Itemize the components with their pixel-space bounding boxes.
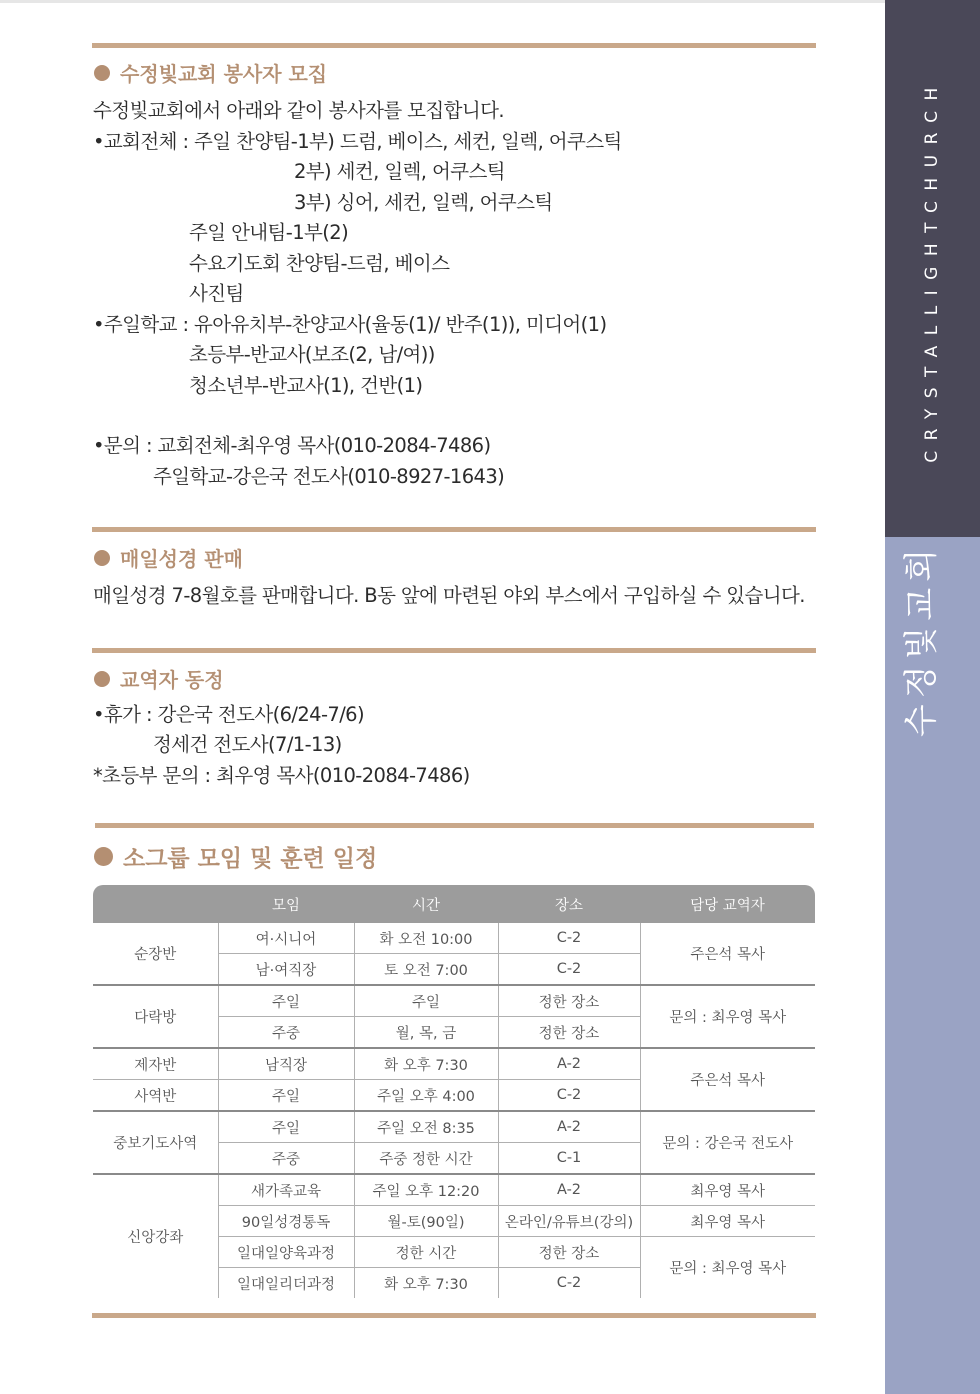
table-cell: 정한 장소 — [498, 1237, 640, 1268]
table-cell: 주일 — [218, 985, 354, 1017]
staff-cell: 문의 : 최우영 목사 — [640, 1237, 815, 1299]
table-cell: 월, 목, 금 — [354, 1017, 498, 1049]
header-cell: 모임 — [218, 885, 354, 923]
table-cell: 일대일리더과정 — [218, 1268, 354, 1299]
section-rule — [92, 527, 816, 532]
staff-line: *초등부 문의 : 최우영 목사(010-2084-7486) — [93, 764, 470, 787]
table-row — [93, 1048, 815, 1080]
table-cell: 주중 — [218, 1143, 354, 1175]
staff-cell: 최우영 목사 — [640, 1174, 815, 1206]
table-cell: A-2 — [498, 1111, 640, 1143]
section-rule — [95, 823, 814, 828]
bottom-rule — [92, 1313, 816, 1318]
header-cell — [93, 885, 218, 923]
table-cell: C-2 — [498, 954, 640, 986]
table-row — [93, 1174, 815, 1206]
table-cell: 화 오전 10:00 — [354, 923, 498, 954]
staff-cell: 문의 : 강은국 전도사 — [640, 1111, 815, 1174]
volunteer-line: •주일학교 : 유아유치부-찬양교사(율동(1)/ 반주(1)), 미디어(1) — [93, 313, 607, 336]
brand-english-text: CRYSTALLIGHTCHURCH — [922, 77, 942, 463]
bullet-dot-icon — [94, 671, 110, 687]
volunteer-line: 주일학교-강은국 전도사(010-8927-1643) — [153, 465, 505, 488]
group-cell: 중보기도사역 — [93, 1111, 218, 1174]
header-cell: 장소 — [498, 885, 640, 923]
table-cell: 남·여직장 — [218, 954, 354, 986]
table-cell: 주중 — [218, 1017, 354, 1049]
staff-section-title: 교역자 동정 — [94, 664, 224, 693]
volunteer-line: 주일 안내팀-1부(2) — [189, 221, 349, 244]
table-cell: C-2 — [498, 1080, 640, 1112]
schedule-table — [93, 885, 815, 1298]
table-cell: 정한 장소 — [498, 985, 640, 1017]
header-cell: 담당 교역자 — [640, 885, 815, 923]
table-row — [93, 985, 815, 1017]
brand-korean-text: 수정빛교회 — [901, 542, 942, 738]
table-cell: 남직장 — [218, 1048, 354, 1080]
schedule-section-title: 소그룹 모임 및 훈련 일정 — [94, 840, 377, 873]
table-cell: C-1 — [498, 1143, 640, 1175]
table-cell: 여·시니어 — [218, 923, 354, 954]
table-cell: C-2 — [498, 923, 640, 954]
table-cell: C-2 — [498, 1268, 640, 1299]
staff-cell: 주은석 목사 — [640, 1048, 815, 1111]
table-cell: A-2 — [498, 1174, 640, 1206]
table-cell: 일대일양육과정 — [218, 1237, 354, 1268]
table-cell: 주일 — [218, 1111, 354, 1143]
table-cell: 주일 — [218, 1080, 354, 1112]
section-rule — [92, 648, 816, 653]
bible-text: 매일성경 7-8월호를 판매합니다. B동 앞에 마련된 야외 부스에서 구입하실 수 있습니다. — [93, 584, 805, 607]
table-cell: 주일 오후 12:20 — [354, 1174, 498, 1206]
top-divider — [0, 0, 885, 3]
volunteer-section-title: 수정빛교회 봉사자 모집 — [94, 58, 327, 87]
staff-cell: 주은석 목사 — [640, 923, 815, 985]
table-cell: 주일 오후 4:00 — [354, 1080, 498, 1112]
volunteer-line: •문의 : 교회전체-최우영 목사(010-2084-7486) — [93, 434, 491, 457]
header-cell: 시간 — [354, 885, 498, 923]
table-cell: 정한 시간 — [354, 1237, 498, 1268]
section-rule — [92, 43, 816, 48]
table-cell: 주일 — [354, 985, 498, 1017]
volunteer-line: •교회전체 : 주일 찬양팀-1부) 드럼, 베이스, 세컨, 일렉, 어쿠스틱 — [93, 130, 622, 153]
volunteer-line: 3부) 싱어, 세컨, 일렉, 어쿠스틱 — [294, 191, 553, 214]
bible-section-title: 매일성경 판매 — [94, 543, 243, 572]
table-row — [93, 1111, 815, 1143]
staff-cell: 최우영 목사 — [640, 1206, 815, 1237]
volunteer-line: 초등부-반교사(보조(2, 남/여)) — [189, 343, 435, 366]
table-cell: 토 오전 7:00 — [354, 954, 498, 986]
group-cell: 제자반 — [93, 1048, 218, 1080]
table-cell: 온라인/유튜브(강의) — [498, 1206, 640, 1237]
volunteer-line: 수요기도회 찬양팀-드럼, 베이스 — [189, 252, 450, 275]
group-cell: 다락방 — [93, 985, 218, 1048]
staff-line: •휴가 : 강은국 전도사(6/24-7/6) — [93, 703, 364, 726]
staff-line: 정세건 전도사(7/1-13) — [153, 733, 342, 756]
table-cell: 주중 정한 시간 — [354, 1143, 498, 1175]
table-cell: 화 오후 7:30 — [354, 1048, 498, 1080]
group-cell: 신앙강좌 — [93, 1174, 218, 1298]
table-cell: 월-토(90일) — [354, 1206, 498, 1237]
table-cell: 주일 오전 8:35 — [354, 1111, 498, 1143]
staff-cell: 문의 : 최우영 목사 — [640, 985, 815, 1048]
table-header-row — [93, 885, 815, 923]
group-cell: 사역반 — [93, 1080, 218, 1112]
table-cell: 새가족교육 — [218, 1174, 354, 1206]
table-cell: A-2 — [498, 1048, 640, 1080]
table-cell: 정한 장소 — [498, 1017, 640, 1049]
volunteer-line: 2부) 세컨, 일렉, 어쿠스틱 — [294, 160, 505, 183]
bullet-dot-icon — [94, 550, 110, 566]
table-cell: 화 오후 7:30 — [354, 1268, 498, 1299]
volunteer-line: 청소년부-반교사(1), 건반(1) — [189, 374, 423, 397]
table-row — [93, 923, 815, 954]
volunteer-line: 수정빛교회에서 아래와 같이 봉사자를 모집합니다. — [93, 99, 504, 122]
group-cell: 순장반 — [93, 923, 218, 985]
table-cell: 90일성경통독 — [218, 1206, 354, 1237]
bullet-dot-icon — [94, 65, 110, 81]
bullet-dot-icon — [94, 847, 113, 866]
volunteer-line: 사진팀 — [189, 282, 244, 305]
